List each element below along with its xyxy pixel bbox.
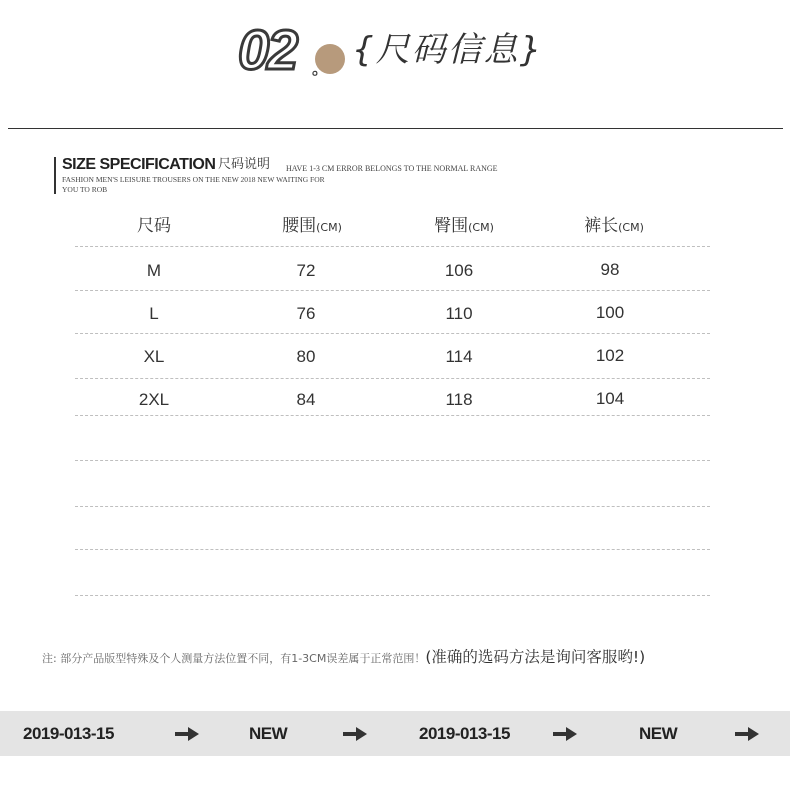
row-divider — [75, 333, 710, 334]
table-header-label: 腰围 — [282, 216, 317, 236]
band-date: 2019-013-15 — [23, 724, 114, 743]
row-divider — [75, 415, 710, 416]
section-number: 02 — [238, 18, 297, 81]
arrow-right-icon — [175, 727, 199, 741]
table-header-label: 尺码 — [137, 216, 171, 236]
table-cell: 104 — [595, 389, 625, 408]
table-header-label: 裤长 — [584, 216, 619, 236]
spec-accent-bar — [54, 157, 56, 194]
table-cell: 80 — [296, 347, 316, 366]
table-header-unit: (CM) — [316, 221, 342, 234]
arrow-right-icon — [735, 727, 759, 741]
row-divider — [75, 595, 710, 596]
spec-title-cn: 尺码说明 — [218, 157, 271, 172]
table-cell: 2XL — [138, 390, 170, 409]
table-cell: 84 — [296, 390, 316, 409]
band-date: 2019-013-15 — [419, 724, 510, 743]
arrow-right-icon — [553, 727, 577, 741]
band-new: NEW — [249, 724, 288, 743]
table-header-cell — [539, 216, 689, 238]
table-cell: L — [149, 304, 159, 323]
table-cell: 102 — [595, 346, 625, 365]
footnote-small: 注: 部分产品版型特殊及个人测量方法位置不同，有1-3CM误差属于正常范围！ — [42, 652, 426, 665]
spec-note: HAVE 1-3 CM ERROR BELONGS TO THE NORMAL RANGE — [286, 164, 498, 173]
table-cell: 110 — [445, 304, 473, 323]
table-header-cell — [79, 216, 229, 236]
arrow-right-icon — [343, 727, 367, 741]
table-header-cell — [389, 216, 539, 238]
band-new: NEW — [639, 724, 678, 743]
spec-subtitle-line2: YOU TO ROB — [62, 185, 108, 194]
section-number-dot: 。 — [312, 61, 329, 78]
table-header-cell — [237, 216, 387, 238]
table-cell: 114 — [445, 347, 473, 366]
row-divider — [75, 246, 710, 247]
table-header-unit: (CM) — [468, 221, 494, 234]
section-title: {尺码信息} — [352, 30, 544, 70]
table-cell: 106 — [444, 261, 474, 280]
table-cell: 72 — [296, 261, 316, 280]
row-divider — [75, 290, 710, 291]
row-divider — [75, 506, 710, 507]
footnote — [42, 647, 645, 669]
spec-title: SIZE SPECIFICATION — [62, 156, 216, 173]
footnote-large: (准确的选码方法是询问客服哟!) — [425, 648, 646, 666]
table-cell: 98 — [600, 260, 620, 279]
table-cell: XL — [143, 347, 165, 366]
table-header-unit: (CM) — [618, 221, 644, 234]
table-cell: M — [146, 261, 162, 280]
table-cell: 76 — [296, 304, 316, 323]
table-header-label: 臀围 — [434, 216, 469, 236]
header-divider — [8, 128, 783, 129]
table-cell: 100 — [595, 303, 625, 322]
row-divider — [75, 378, 710, 379]
spec-subtitle-line1: FASHION MEN'S LEISURE TROUSERS ON THE NEW 2018 NEW WAITING FOR — [62, 175, 325, 184]
row-divider — [75, 460, 710, 461]
row-divider — [75, 549, 710, 550]
table-cell: 118 — [445, 390, 473, 409]
